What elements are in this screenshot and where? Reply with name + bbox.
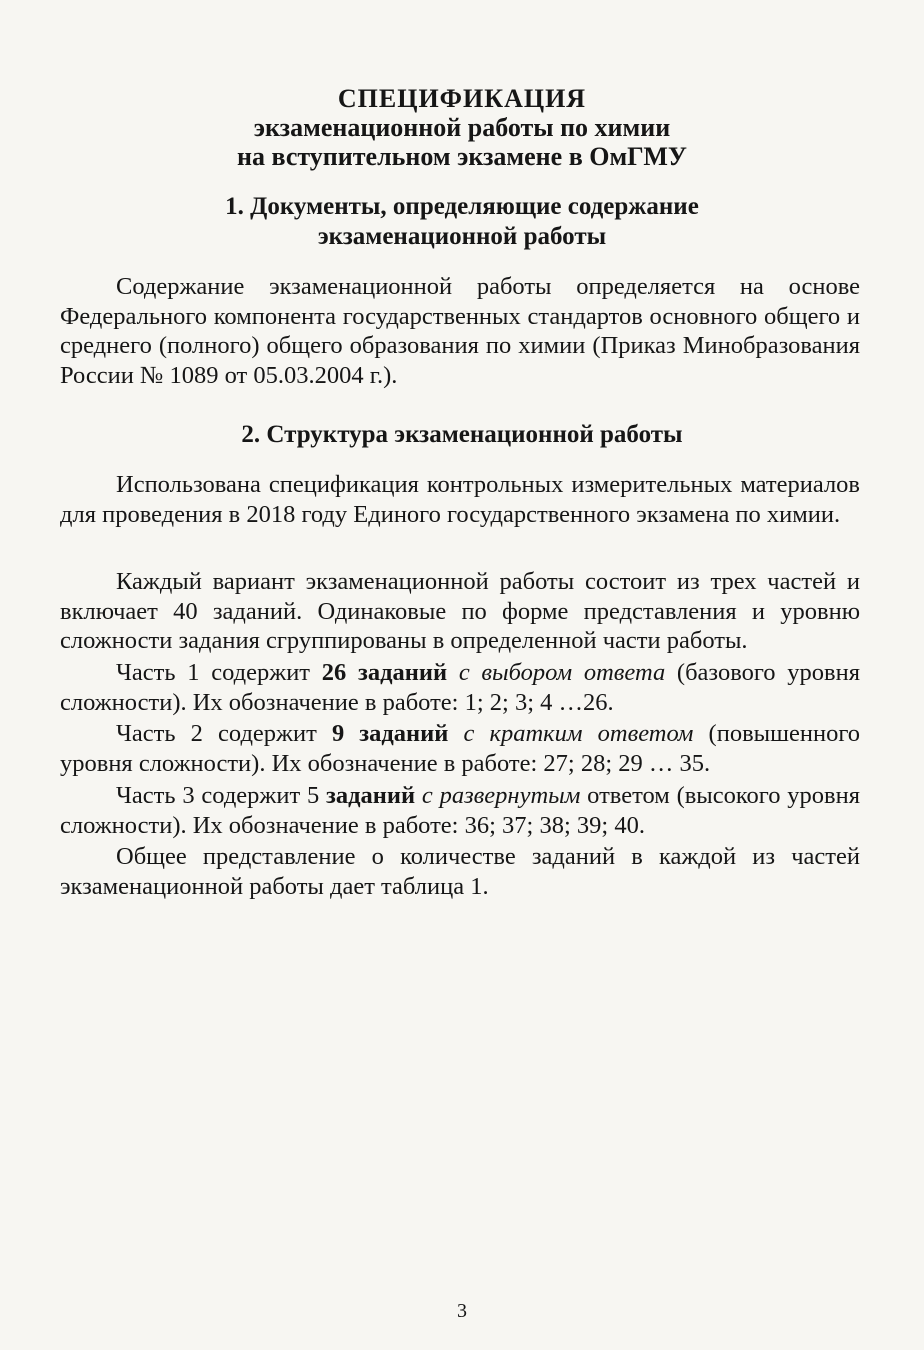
bold-segment: заданий [326, 782, 416, 809]
section-2-heading: 2. Структура экзаменационной работы [241, 421, 683, 448]
text-segment [448, 720, 463, 747]
text-segment: ответом (высокого уровня сложности). Их обозначение в работе: 36; 37; 38; 39; 40. [60, 782, 860, 839]
page-number: 3 [457, 1300, 467, 1322]
section-2-paragraph-2 [60, 567, 860, 656]
paragraph-text: Использована спецификация контрольных измерительных материалов для проведения в 2018 году Единого государственного экзамена по химии. [60, 471, 860, 528]
italic-segment: с развернутым [421, 782, 581, 809]
paragraph-text: Каждый вариант экзаменационной работы состоит из трех частей и включает 40 заданий. Одинаковые по форме представления и уровню сложности задания сгруппированы в определенной части работы. [60, 568, 860, 654]
italic-segment: с выбором ответа [458, 659, 666, 686]
italic-segment: с кратким ответом [463, 720, 694, 747]
title-line-3: на вступительном экзамене в ОмГМУ [237, 142, 687, 171]
section-2-paragraph-part-1 [60, 658, 860, 717]
text-segment [415, 782, 422, 809]
text-segment: Часть 2 содержит [116, 720, 332, 747]
section-2-paragraph-part-3 [60, 781, 860, 840]
section-2-paragraph-1 [60, 470, 860, 529]
section-2-paragraph-part-2 [60, 719, 860, 778]
text-segment: (повышенного уровня сложности). Их обозначение в работе: 27; 28; 29 … 35. [60, 720, 861, 777]
section-1-paragraph [60, 272, 860, 390]
bold-segment: 26 заданий [321, 659, 448, 686]
text-segment: Часть 1 содержит [116, 659, 322, 686]
text-segment: Часть 3 содержит 5 [116, 782, 327, 809]
paragraph-text: Общее представление о количестве заданий в каждой из частей экзаменационной работы дает таблица 1. [60, 843, 860, 900]
section-1-heading-line-2: экзаменационной работы [317, 223, 607, 250]
text-segment: (базового уровня сложности). Их обозначение в работе: 1; 2; 3; 4 …26. [60, 659, 860, 716]
section-2-paragraph-summary [60, 842, 860, 901]
section-1-heading [60, 192, 864, 252]
text-segment [447, 659, 459, 686]
document-title [60, 84, 864, 171]
section-1-paragraph-text: Содержание экзаменационной работы определяется на основе Федерального компонента государственных стандартов основного общего и среднего (полного) общего образования по химии (Приказ Минобразования России № 1089 от 05.03.2004 г.). [60, 273, 860, 389]
bold-segment: 9 заданий [331, 720, 449, 747]
title-line-2: экзаменационной работы по химии [253, 113, 671, 142]
section-1-heading-line-1: 1. Документы, определяющие содержание [225, 193, 699, 220]
title-line-1: СПЕЦИФИКАЦИЯ [337, 84, 587, 113]
